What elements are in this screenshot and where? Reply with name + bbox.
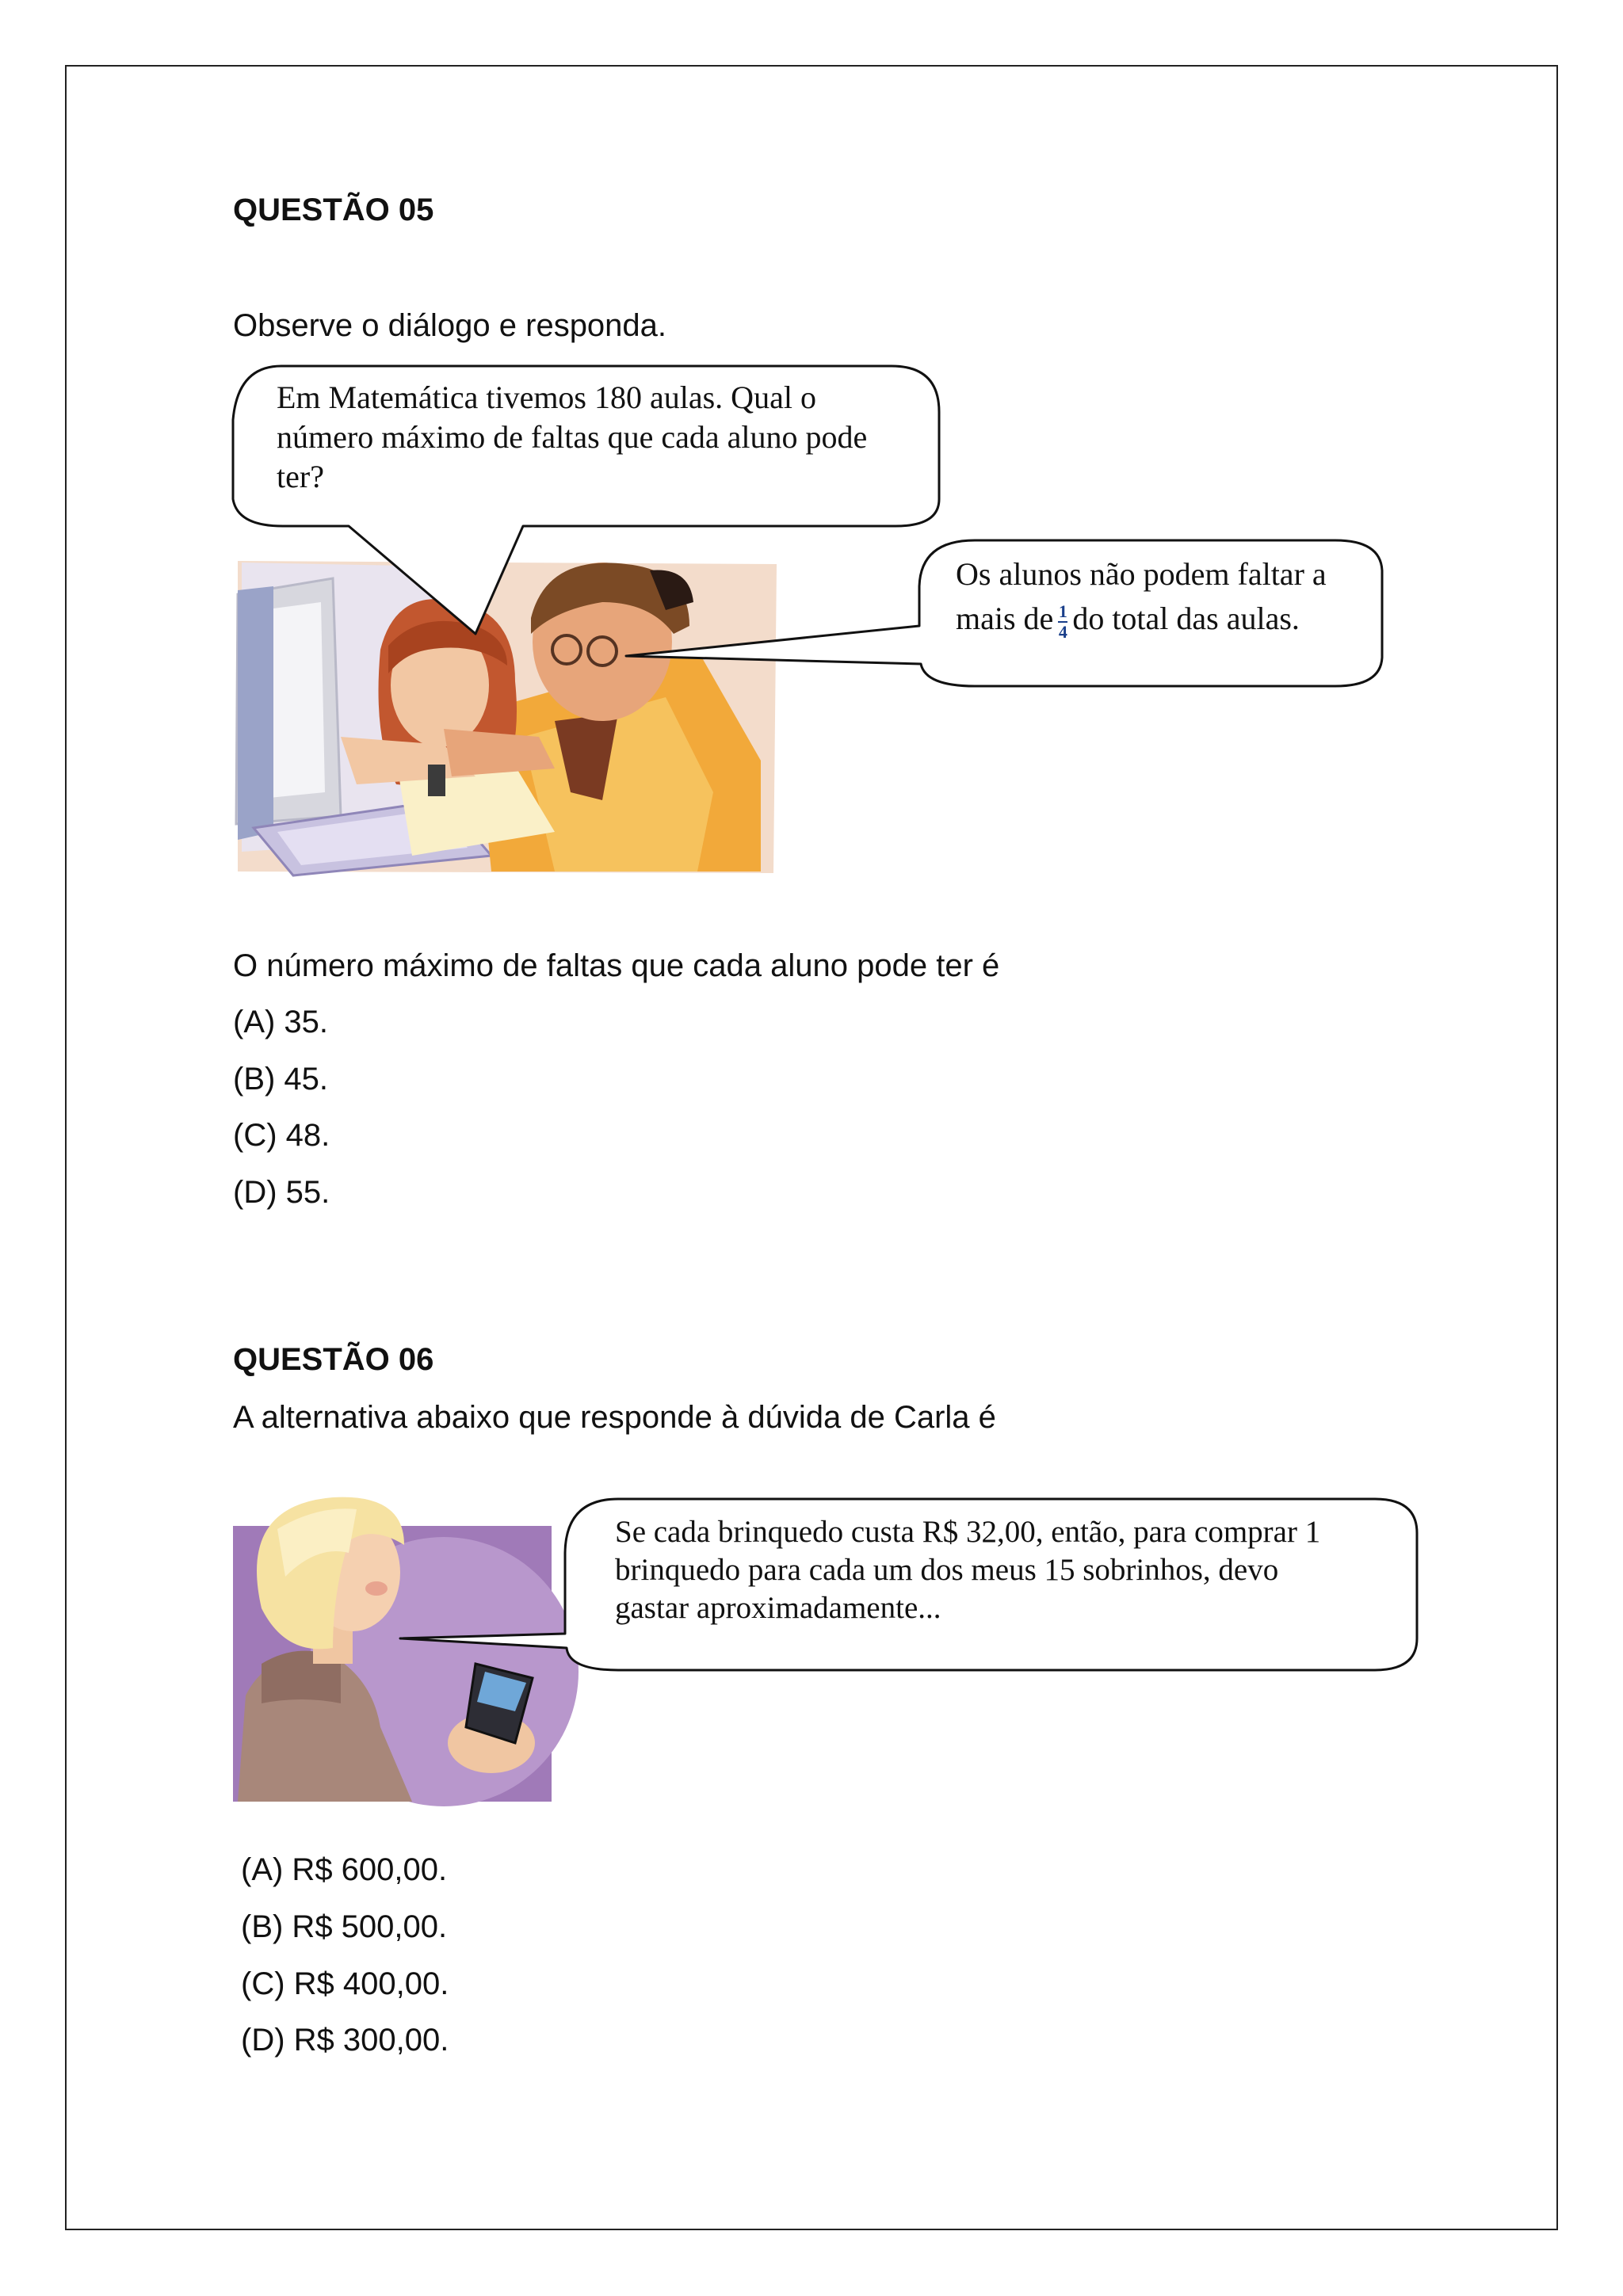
question-06-instruction: A alternativa abaixo que responde à dúvida de Carla é <box>233 1400 996 1435</box>
question-05-instruction: Observe o diálogo e responda. <box>233 308 667 343</box>
carla-speech-line-2: brinquedo para cada um dos meus 15 sobrinhos, devo <box>615 1553 1279 1587</box>
carla-speech-line-3: gastar aproximadamente... <box>615 1591 941 1625</box>
girl-speech-line-2: número máximo de faltas que cada aluno pode <box>277 419 868 455</box>
q05-option-b: (B) 45. <box>233 1062 329 1097</box>
question-05-prompt: O número máximo de faltas que cada aluno pode ter é <box>233 948 1000 983</box>
girl-speech-line-1: Em Matemática tivemos 180 aulas. Qual o <box>277 379 816 415</box>
q05-option-c: (C) 48. <box>233 1118 330 1153</box>
teacher-speech-prefix: mais de <box>956 601 1054 636</box>
teacher-speech-line-1: Os alunos não podem faltar a <box>956 556 1327 592</box>
q06-option-c: (C) R$ 400,00. <box>241 1966 449 2001</box>
question-06-heading: QUESTÃO 06 <box>233 1342 434 1377</box>
q06-option-b: (B) R$ 500,00. <box>241 1909 448 1944</box>
fraction-numerator: 1 <box>1058 601 1067 621</box>
carla-speech-line-1: Se cada brinquedo custa R$ 32,00, então, para comprar 1 <box>615 1515 1321 1549</box>
girl-speech-line-3: ter? <box>277 459 324 494</box>
q05-option-d: (D) 55. <box>233 1175 330 1210</box>
teacher-speech-suffix: do total das aulas. <box>1072 601 1300 636</box>
fraction-denominator: 4 <box>1058 621 1067 642</box>
q06-option-a: (A) R$ 600,00. <box>241 1852 448 1887</box>
q05-option-a: (A) 35. <box>233 1005 329 1039</box>
question-05-heading: QUESTÃO 05 <box>233 193 434 227</box>
q06-option-d: (D) R$ 300,00. <box>241 2023 449 2058</box>
